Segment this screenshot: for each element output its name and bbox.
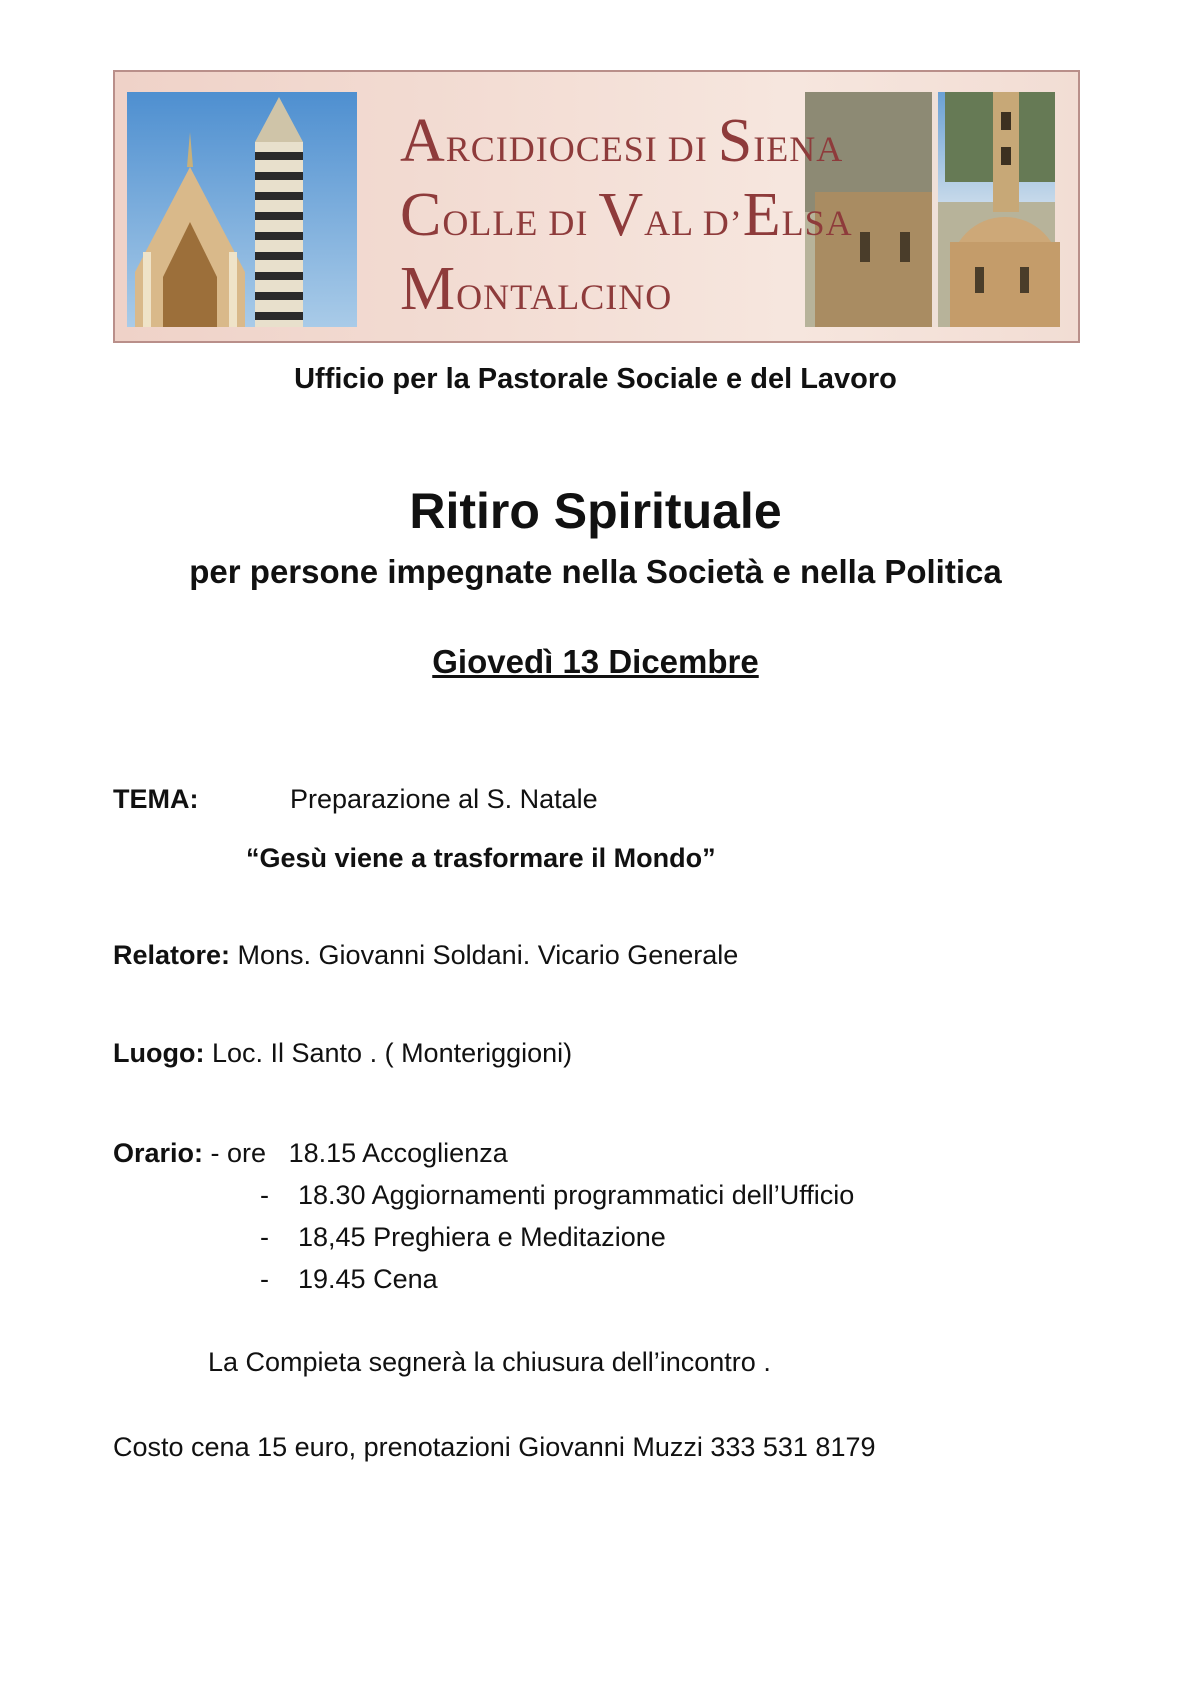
schedule-item: - 19.45 Cena [260, 1264, 438, 1294]
luogo-row [113, 1038, 572, 1069]
luogo-label: Luogo: [113, 1038, 205, 1068]
tema-quote: “Gesù viene a trasformare il Mondo” [246, 843, 716, 873]
orario-prefix: - ore [203, 1138, 289, 1168]
banner-title [400, 107, 853, 330]
event-date: Giovedì 13 Dicembre [432, 643, 759, 680]
tema-value: Preparazione al S. Natale [290, 784, 598, 814]
orario-first: 18.15 Accoglienza [288, 1138, 508, 1168]
relatore-row [113, 940, 738, 971]
cost-info: Costo cena 15 euro, prenotazioni Giovanni Muzzi 333 531 8179 [113, 1432, 876, 1462]
closing-note: La Compieta segnerà la chiusura dell’incontro . [208, 1347, 771, 1377]
banner-line-1: ARCIDIOCESI DI SIENA [400, 107, 844, 175]
diocese-banner [113, 70, 1080, 343]
banner-line-3: MONTALCINO [400, 255, 673, 323]
event-title: Ritiro Spirituale [409, 483, 782, 539]
relatore-value: Mons. Giovanni Soldani. Vicario Generale [230, 940, 739, 970]
luogo-value: Loc. Il Santo . ( Monteriggioni) [204, 1038, 573, 1068]
relatore-label: Relatore: [113, 940, 231, 970]
schedule-item: - 18.30 Aggiornamenti programmatici dell’Ufficio [260, 1180, 855, 1210]
schedule-item: - 18,45 Preghiera e Meditazione [260, 1222, 666, 1252]
event-subtitle: per persone impegnate nella Società e nella Politica [189, 553, 1002, 590]
orario-row [113, 1138, 508, 1169]
tema-label: TEMA: [113, 784, 199, 814]
orario-label: Orario: [113, 1138, 204, 1168]
banner-line-2: COLLE DI VAL D’ELSA [400, 181, 853, 249]
office-heading: Ufficio per la Pastorale Sociale e del Lavoro [294, 363, 897, 395]
